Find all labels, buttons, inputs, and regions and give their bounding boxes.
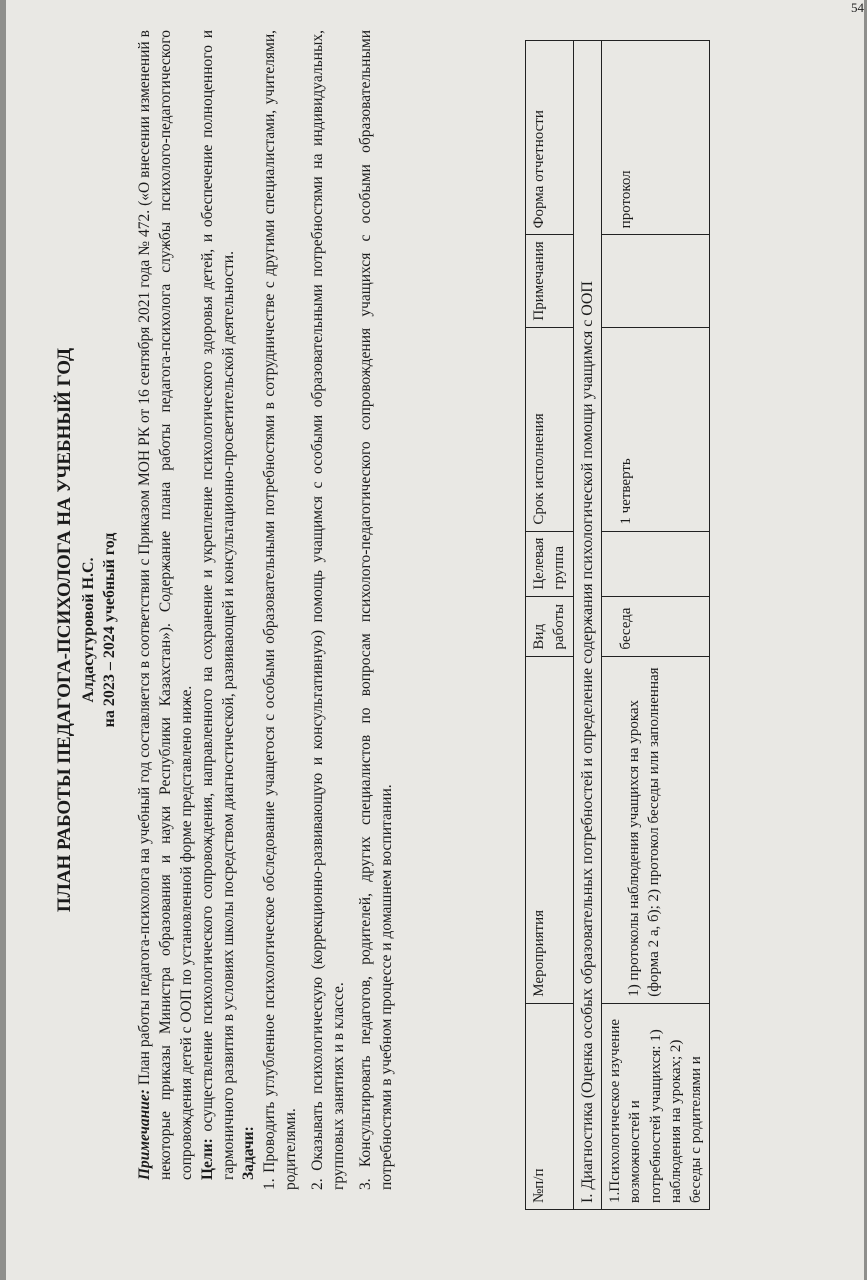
header-deadline: Срок исполнения	[526, 327, 574, 531]
cell-num: 1.Психологическое изучение возможностей и потребностей учащихся: 1) наблюдения на уроках; 2) беседы с родителями и	[602, 1003, 710, 1209]
header-notes: Примечания	[526, 235, 574, 327]
rotated-page	[30, 10, 850, 1250]
header-num: №п/п	[526, 1003, 574, 1209]
cell-activity: 1) протоколы наблюдения учащихся на уроках (форма 2 а, б); 2) протокол беседы или заполненная	[602, 656, 710, 1003]
goals-paragraph	[198, 30, 240, 1180]
tasks-list	[260, 30, 398, 1190]
document-author: Алдасугуровой Н.С.	[79, 557, 97, 703]
plan-table	[525, 40, 710, 1210]
document-year: на 2023 – 2024 учебный год	[101, 532, 119, 728]
tasks-heading: Задачи:	[240, 1126, 258, 1180]
header-activity: Мероприятия	[526, 656, 574, 1003]
header-target: Целевая группа	[526, 531, 574, 596]
note-paragraph	[135, 30, 198, 1180]
cell-type: беседа	[602, 596, 710, 656]
goals-text: осуществление психологического сопровождения, направленного на сохранение и укрепление психологического здоровья детей, и обеспечение полноценного и гармоничного развития в условиях школы посредством диагностической, развивающей и консультационно-просветительской деятельности.	[198, 30, 237, 1180]
header-type: Вид работы	[526, 596, 574, 656]
cell-deadline: 1 четверть	[602, 327, 710, 531]
note-text: План работы педагога-психолога на учебный год составляется в соответствии с Приказом МОН РК от 16 сентября 2021 года № 472. («О внесении изменений в некоторые приказы Министра образования и науки Республики Казахстан»). Содержание плана работы педагога-психолога службы психолого-педагогического сопровождения детей с ООП по установленной форме представлено ниже.	[135, 30, 195, 1180]
document-title: ПЛАН РАБОТЫ ПЕДАГОГА-ПСИХОЛОГА НА УЧЕБНЫЙ ГОД	[54, 347, 75, 913]
title-block	[52, 10, 121, 1250]
page-number: 54	[851, 0, 864, 15]
section-title: I. Диагностика (Оценка особых образовательных потребностей и определение содержания психологической помощи учащимся с ООП	[573, 41, 602, 1210]
cell-target	[602, 531, 710, 596]
section-row	[573, 41, 602, 1210]
table-header-row	[526, 41, 574, 1210]
task-item: 3. Консультировать педагогов, родителей, других специалистов по вопросам психолого-педагогического сопровождения учащихся с особыми образовательными потребностями в учебном процессе и домашнем воспитании.	[357, 30, 395, 1190]
goals-label: Цели:	[198, 1138, 216, 1180]
cell-report: протокол	[602, 41, 710, 235]
task-item: 2. Оказывать психологическую (коррекционно-развивающую и консультативную) помощь учащимся с особыми образовательными потребностями на индивидуальных, групповых занятиях и в классе.	[309, 30, 348, 1190]
task-item: 1. Проводить углубленное психологическое обследование учащегося с особыми образовательными потребностями в сотрудничестве с другими специалистами, учителями, родителями.	[261, 30, 300, 1190]
cell-notes	[602, 235, 710, 327]
header-report: Форма отчетности	[526, 41, 574, 235]
note-label: Примечание:	[135, 1089, 153, 1180]
table-row	[602, 41, 710, 1210]
